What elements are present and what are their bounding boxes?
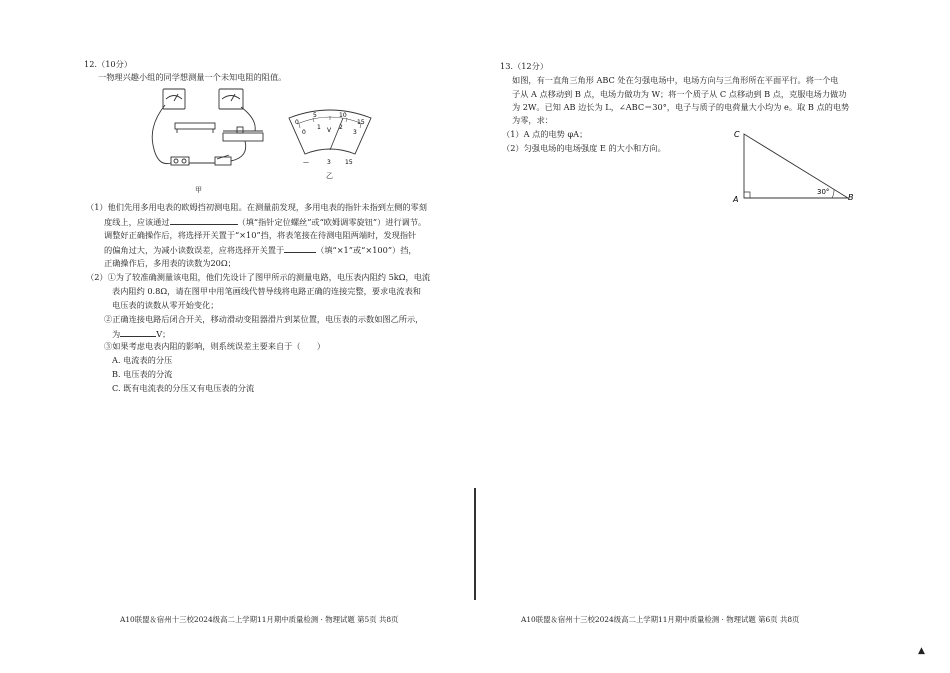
dial-lower-0: 0 <box>302 129 306 136</box>
q13-line2: 子从 A 点移动到 B 点，电场力做功为 W；将一个质子从 C 点移动到 B 点，克服电场力做功 <box>512 89 847 99</box>
q13-line1: 如图，有一直角三角形 ABC 处在匀强电场中，电场方向与三角形所在平面平行。将一个电 <box>512 75 839 85</box>
terminal-3: 3 <box>327 159 331 166</box>
dial-upper-0: 0 <box>295 119 299 126</box>
vertex-b-label: B <box>848 193 854 202</box>
q12-p1-line2: 度线上，应该通过 （填“指针定位螺丝”或“欧姆调零旋钮”）进行调节。 <box>104 217 427 227</box>
q12-p2-line1: （2）①为了较准确测量该电阻，他们先设计了图甲所示的测量电路，电压表内阻约 5kΩ，电流 <box>86 272 431 282</box>
q13-sub1: （1）A 点的电势 φA； <box>502 129 588 139</box>
figure-jia-circuit <box>145 85 275 173</box>
q12-p2-line5: 为 V； <box>112 329 171 339</box>
q12-p1-line1: （1）他们先用多用电表的欧姆挡初测电阻。在测量前发现，多用电表的指针未指到左侧的零刻 <box>86 202 427 212</box>
vertex-c-label: C <box>734 130 740 139</box>
q12-p2-line6: ③如果考虑电表内阻的影响，则系统误差主要来自于（ ） <box>104 341 326 351</box>
dial-lower-3: 3 <box>353 129 357 136</box>
figure-jia-label: 甲 <box>195 186 202 194</box>
terminal-minus: — <box>303 159 309 166</box>
option-a[interactable]: A. 电流表的分压 <box>112 355 173 365</box>
left-page-footer: A10联盟＆宿州十三校2024级高二上学期11月期中质量检测 · 物理试题 第5页 共8页 <box>120 615 399 624</box>
dial-upper-15: 15 <box>357 119 365 126</box>
dial-upper-10: 10 <box>339 112 347 119</box>
vertex-a-label: A <box>733 195 739 204</box>
page-divider <box>474 488 476 600</box>
figure-yi-label: 乙 <box>326 172 333 180</box>
answer-blank-3[interactable] <box>120 327 156 337</box>
dial-unit: V <box>327 127 332 134</box>
q12-intro: 一物理兴趣小组的同学想测量一个未知电阻的阻值。 <box>98 72 287 82</box>
q12-p2-line3: 电压表的读数从零开始变化； <box>112 300 219 310</box>
dial-lower-1: 1 <box>317 124 321 131</box>
option-c[interactable]: C. 既有电流表的分压又有电压表的分流 <box>112 383 255 393</box>
answer-blank-1[interactable] <box>170 215 238 225</box>
q12-p1-line3: 调整好正确操作后，将选择开关置于“×10”挡，将表笔接在待测电阻两端时，发现指针 <box>104 230 417 240</box>
q13-line4: 为零，求： <box>512 115 553 125</box>
q13-line3: 为 2W。已知 AB 边长为 L，∠ABC＝30°，电子与质子的电荷量大小均为 e。取 B 点的电势 <box>512 102 850 112</box>
option-b[interactable]: B. 电压表的分流 <box>112 369 173 379</box>
q12-header: 12.（10分） <box>84 59 133 69</box>
right-page-footer: A10联盟＆宿州十三校2024级高二上学期11月期中质量检测 · 物理试题 第6页 共8页 <box>521 615 800 624</box>
triangle-abc-figure <box>728 124 858 208</box>
q13-sub2: （2）匀强电场的电场强度 E 的大小和方向。 <box>502 143 666 153</box>
dial-upper-5: 5 <box>313 112 317 119</box>
q13-header: 13.（12分） <box>500 61 549 71</box>
angle-30-label: 30° <box>817 188 830 196</box>
dial-lower-2: 2 <box>339 124 343 131</box>
q12-p2-line2: 表内阻约 0.8Ω，请在图甲中用笔画线代替导线将电路正确的连接完整，要求电流表和 <box>112 286 421 296</box>
q12-p2-line4: ②正确连接电路后闭合开关，移动滑动变阻器滑片到某位置，电压表的示数如图乙所示， <box>104 314 424 324</box>
corner-mark: ▲ <box>918 646 925 656</box>
terminal-15: 15 <box>345 159 353 166</box>
answer-blank-2[interactable] <box>284 243 316 253</box>
figure-yi-voltmeter <box>285 104 375 176</box>
q12-p1-line5: 正确操作后，多用表的读数为20Ω； <box>104 258 236 268</box>
q12-p1-line4: 的偏角过大，为减小读数误差，应将选择开关置于 （填“×1”或“×100”）挡， <box>104 245 417 255</box>
